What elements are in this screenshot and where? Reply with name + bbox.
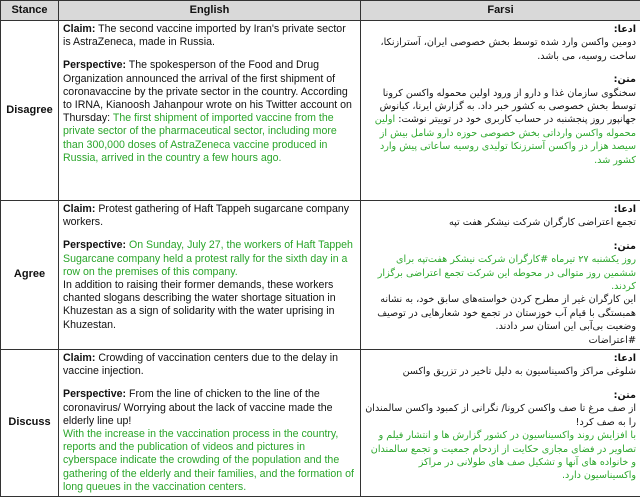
table-row-disagree xyxy=(1,21,640,201)
perspective-text: In addition to raising their former demands, these workers chanted slogans describing the water shortage situation in Khuzestan as a sign of solidarity with the water uprising in Khuzestan. xyxy=(63,279,356,332)
claim-label: Claim: xyxy=(63,23,95,35)
claim-text: Crowding of vaccination centers due to the delay in vaccine injection. xyxy=(63,352,338,377)
claim-text: تجمع اعتراضی کارگران شرکت نیشکر هفت تپه xyxy=(365,216,636,229)
farsi-cell xyxy=(361,350,640,497)
perspective-text: از صف مرغ تا صف واکسن کرونا/ نگرانی از کمبود واکسن سالمندان را به صف کرد! xyxy=(365,402,636,429)
perspective-text: The spokesperson of the Food and Drug Organization announced the arrival of the first shipment of coronavaccine by the private sector in the country. According to IRNA, Kianoosh Jahanpour wrote on his Twitter account on Thursday: xyxy=(63,59,352,124)
claim-text: The second vaccine imported by Iran's private sector is AstraZeneca, made in Russia. xyxy=(63,23,346,48)
table-row-discuss xyxy=(1,350,640,497)
english-cell xyxy=(59,350,361,497)
perspective-text: این کارگران غیر از مطرح کردن خواسته‌های سابق خود، به نشانه همبستگی با قیام آب خوزستان در تجمع خود شعارهایی در توصیف وضعیت بی‌آبی این استان سر دادند. xyxy=(365,293,636,333)
perspective-evidence: The first shipment of imported vaccine from the private sector of the pharmaceutical sector, including more than 300,000 doses of AstraZeneca vaccine produced in Russia, arrived in the country a few hours ago. xyxy=(63,112,337,164)
stance-label: Agree xyxy=(1,201,59,350)
perspective-evidence: با افزایش روند واکسیناسیون در کشور گزارش ها و انتشار فیلم و تصاویر در فضای مجازی حکایت از ازدحام جمعیت و تجمع سالمندان و خانواده های آنها و تشکیل صف های طولانی در مراکز واکسیناسیون دارد. xyxy=(365,429,636,483)
perspective-label: Perspective: xyxy=(63,239,126,251)
stance-label: Discuss xyxy=(1,350,59,497)
farsi-cell xyxy=(361,21,640,201)
header-stance: Stance xyxy=(1,1,59,21)
claim-text: Protest gathering of Haft Tappeh sugarcane company workers. xyxy=(63,203,349,228)
header-row xyxy=(1,1,640,21)
perspective-label: Perspective: xyxy=(63,388,126,400)
claim-label: ادعا: xyxy=(365,352,636,365)
hashtag: #اعتراضات xyxy=(365,334,636,347)
perspective-evidence: On Sunday, July 27, the workers of Haft Tappeh Sugarcane company held a protest rally for the sixth day in a row on the premises of this company. xyxy=(63,239,353,277)
perspective-label: Perspective: xyxy=(63,59,126,71)
stance-label: Disagree xyxy=(1,21,59,201)
perspective-text: From the line of chicken to the line of the coronavirus/ Worrying about the lack of vaccine made the elderly line up! xyxy=(63,388,333,426)
header-farsi: Farsi xyxy=(361,1,640,21)
claim-label: Claim: xyxy=(63,203,95,215)
claim-text: شلوغی مراکز واکسیناسیون به دلیل تاخیر در تزریق واکسن xyxy=(365,365,636,378)
perspective-evidence: اولین محموله واکسن وارداتی بخش خصوصی حوزه دارو شامل بیش از سیصد هزار دز واکسن آسترزنکا تولیدی روسیه ساعاتی پیش وارد کشور شد. xyxy=(375,114,636,165)
header-english: English xyxy=(59,1,361,21)
table-row-agree xyxy=(1,201,640,350)
perspective-evidence: With the increase in the vaccination process in the country, reports and the publication of videos and pictures in cyberspace indicate the crowding of the population and the gathering of the elderly and their families, and the formation of long queues in the vaccination centers. xyxy=(63,428,356,494)
farsi-cell xyxy=(361,201,640,350)
english-cell xyxy=(59,21,361,201)
perspective-label: متن: xyxy=(365,240,636,253)
claim-label: Claim: xyxy=(63,352,95,364)
claim-label: ادعا: xyxy=(365,23,636,36)
claim-text: دومین واکسن وارد شده توسط بخش خصوصی ایران، آسترازنکا، ساخت روسیه، می باشد. xyxy=(365,36,636,63)
perspective-label: متن: xyxy=(365,73,636,86)
claim-label: ادعا: xyxy=(365,203,636,216)
english-cell xyxy=(59,201,361,350)
perspective-label: متن: xyxy=(365,389,636,402)
perspective-evidence: روز یکشنبه ۲۷ تیرماه #کارگران شرکت نیشکر هفت‌تپه برای ششمین روز متوالی در محوطه این شرکت تجمع اعتراضی برگزار کردند. xyxy=(365,253,636,293)
perspective-text: سخنگوی سازمان غذا و دارو از ورود اولین محموله واکسن کرونا توسط بخش خصوصی به کشور خبر داد. به گزارش ایرنا، کیانوش جهانپور روز پنجشنبه در حساب کاربری خود در توییتر نوشت: xyxy=(380,88,636,126)
